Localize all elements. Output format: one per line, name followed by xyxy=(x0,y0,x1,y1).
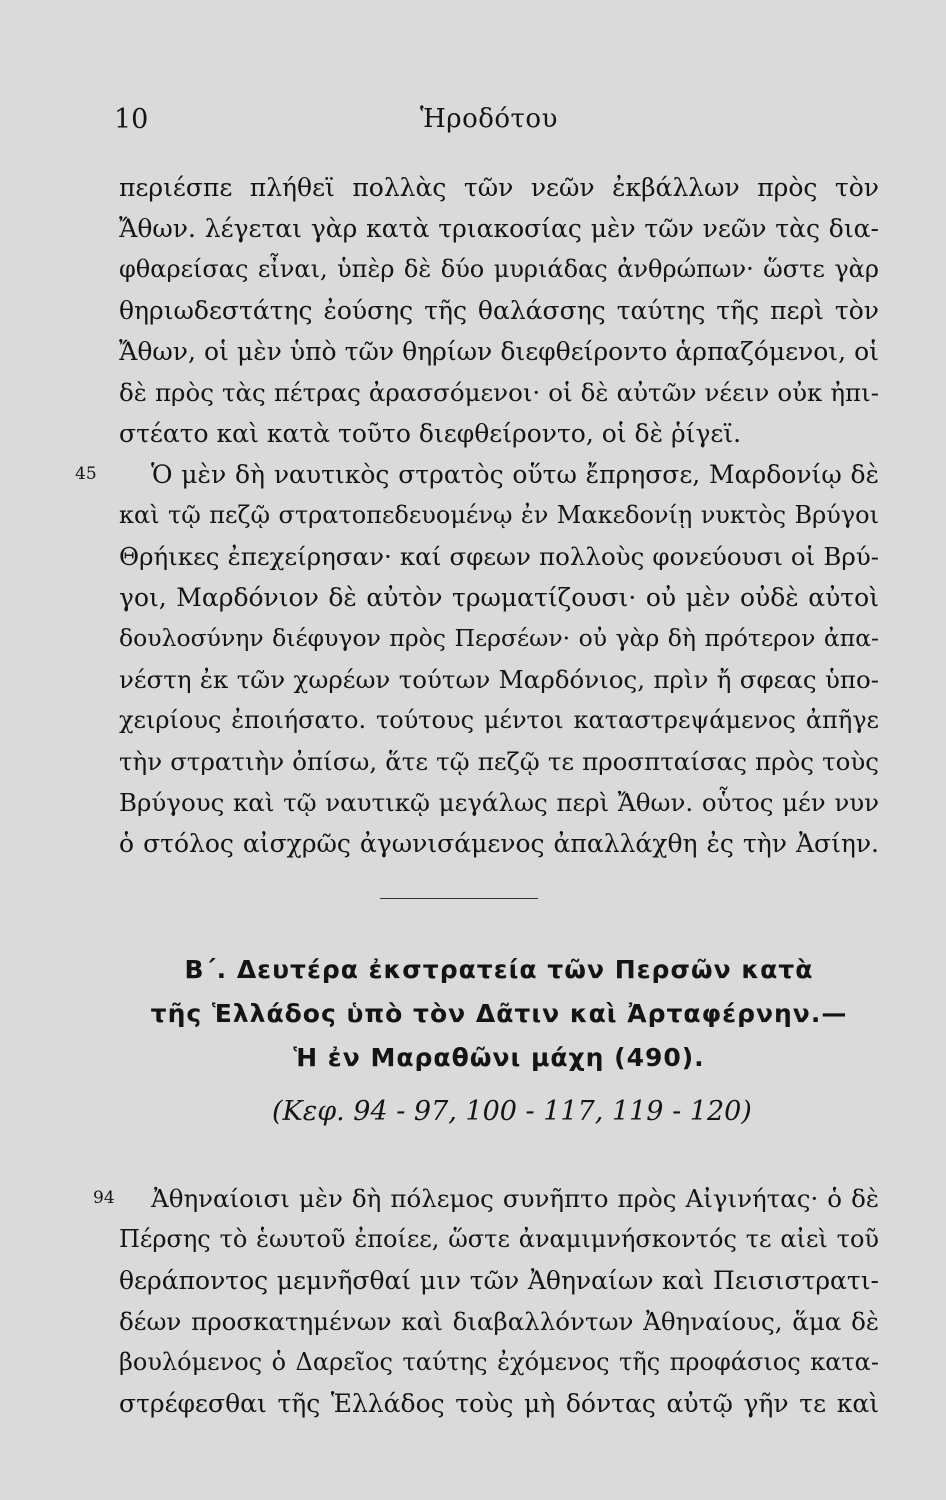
margin-number: 45 xyxy=(75,464,97,484)
chapter-reference: (Κεφ. 94 - 97, 100 - 117, 119 - 120) xyxy=(272,1096,752,1127)
text-line: Βρύγους καὶ τῷ ναυτικῷ μεγάλως περὶ Ἄθων. οὗτος μέν νυν xyxy=(119,788,879,817)
text-line: Θρήικες ἐπεχείρησαν· καί σφεων πολλοὺς φονεύουσι οἱ Βρύ- xyxy=(119,542,879,571)
divider-rule xyxy=(380,898,538,899)
text-line: δουλοσύνην διέφυγον πρὸς Περσέων· οὐ γὰρ δὴ πρότερον ἀπα- xyxy=(119,624,879,652)
running-title: Ἡροδότου xyxy=(420,104,558,134)
text-line xyxy=(75,454,879,495)
text-line: γοι, Μαρδόνιον δὲ αὐτὸν τρωματίζουσι· οὐ μὲν οὐδὲ αὐτοὶ xyxy=(119,583,879,612)
text-line: νέστη ἐκ τῶν χωρέων τούτων Μαρδόνιος, πρὶν ἤ σφεας ὑπο- xyxy=(119,665,879,694)
text-line: στρέφεσθαι τῆς Ἑλλάδος τοὺς μὴ δόντας αὐτῷ γῆν τε καὶ xyxy=(119,1389,879,1418)
text-line: καὶ τῷ πεζῷ στρατοπεδευομένῳ ἐν Μακεδονίῃ νυκτὸς Βρύγοι xyxy=(119,501,879,529)
text-line: περιέσπε πλήθεϊ πολλὰς τῶν νεῶν ἐκβάλλων πρὸς τὸν xyxy=(119,173,879,202)
text-line: δέων προσκατημένων καὶ διαβαλλόντων Ἀθηναίους, ἅμα δὲ xyxy=(119,1307,879,1336)
paragraph-3 xyxy=(93,1178,879,1424)
page-header xyxy=(0,104,946,144)
text-line: χειρίους ἐποιήσατο. τούτους μέντοι καταστρεψάμενος ἀπῆγε xyxy=(119,706,879,734)
margin-number: 94 xyxy=(93,1188,115,1208)
paragraph-1 xyxy=(119,167,879,454)
page-number: 10 xyxy=(114,104,149,135)
heading-line: Ἡ ἐν Μαραθῶνι μάχη (490). xyxy=(293,1043,705,1072)
text-line: βουλόμενος ὁ Δαρεῖος ταύτης ἐχόμενος τῆς προφάσιος κατα- xyxy=(119,1348,879,1376)
text-line: θεράποντος μεμνῆσθαί μιν τῶν Ἀθηναίων καὶ Πεισιστρατι- xyxy=(119,1266,879,1295)
text-line: θηριωδεστάτης ἐούσης τῆς θαλάσσης ταύτης τῆς περὶ τὸν xyxy=(119,296,879,325)
text-line: Ἄθων. λέγεται γὰρ κατὰ τριακοσίας μὲν τῶν νεῶν τὰς δια- xyxy=(119,214,879,243)
text-line: δὲ πρὸς τὰς πέτρας ἀρασσόμενοι· οἱ δὲ αὐτῶν νέειν οὐκ ἠπι- xyxy=(119,378,879,407)
section-heading xyxy=(119,948,879,1080)
heading-line: τῆς Ἑλλάδος ὑπὸ τὸν Δᾶτιν καὶ Ἀρταφέρνην.— xyxy=(150,999,848,1028)
text-line: τὴν στρατιὴν ὀπίσω, ἅτε τῷ πεζῷ τε προσπταίσας πρὸς τοὺς xyxy=(119,747,879,776)
text-line xyxy=(93,1178,879,1219)
text-line: στέατο καὶ κατὰ τοῦτο διεφθείροντο, οἱ δὲ ῥίγεϊ. xyxy=(119,419,742,448)
text-line-content: Ὁ μὲν δὴ ναυτικὸς στρατὸς οὕτω ἔπρησσε, Μαρδονίῳ δὲ xyxy=(151,460,879,489)
text-line: Ἄθων, οἱ μὲν ὑπὸ τῶν θηρίων διεφθείροντο ἁρπαζόμενοι, οἱ xyxy=(119,337,879,366)
paragraph-2 xyxy=(75,454,879,864)
text-line-content: Ἀθηναίοισι μὲν δὴ πόλεμος συνῆπτο πρὸς Αἰγινήτας· ὁ δὲ xyxy=(151,1184,879,1213)
heading-line: Β΄. Δευτέρα ἐκστρατεία τῶν Περσῶν κατὰ xyxy=(184,955,814,984)
text-line: φθαρείσας εἶναι, ὑπὲρ δὲ δύο μυριάδας ἀνθρώπων· ὥστε γὰρ xyxy=(119,255,879,283)
text-line: ὁ στόλος αἰσχρῶς ἀγωνισάμενος ἀπαλλάχθη ἐς τὴν Ἀσίην. xyxy=(119,829,879,858)
text-line: Πέρσης τὸ ἑωυτοῦ ἐποίεε, ὥστε ἀναμιμνήσκοντός τε αἰεὶ τοῦ xyxy=(119,1225,879,1253)
